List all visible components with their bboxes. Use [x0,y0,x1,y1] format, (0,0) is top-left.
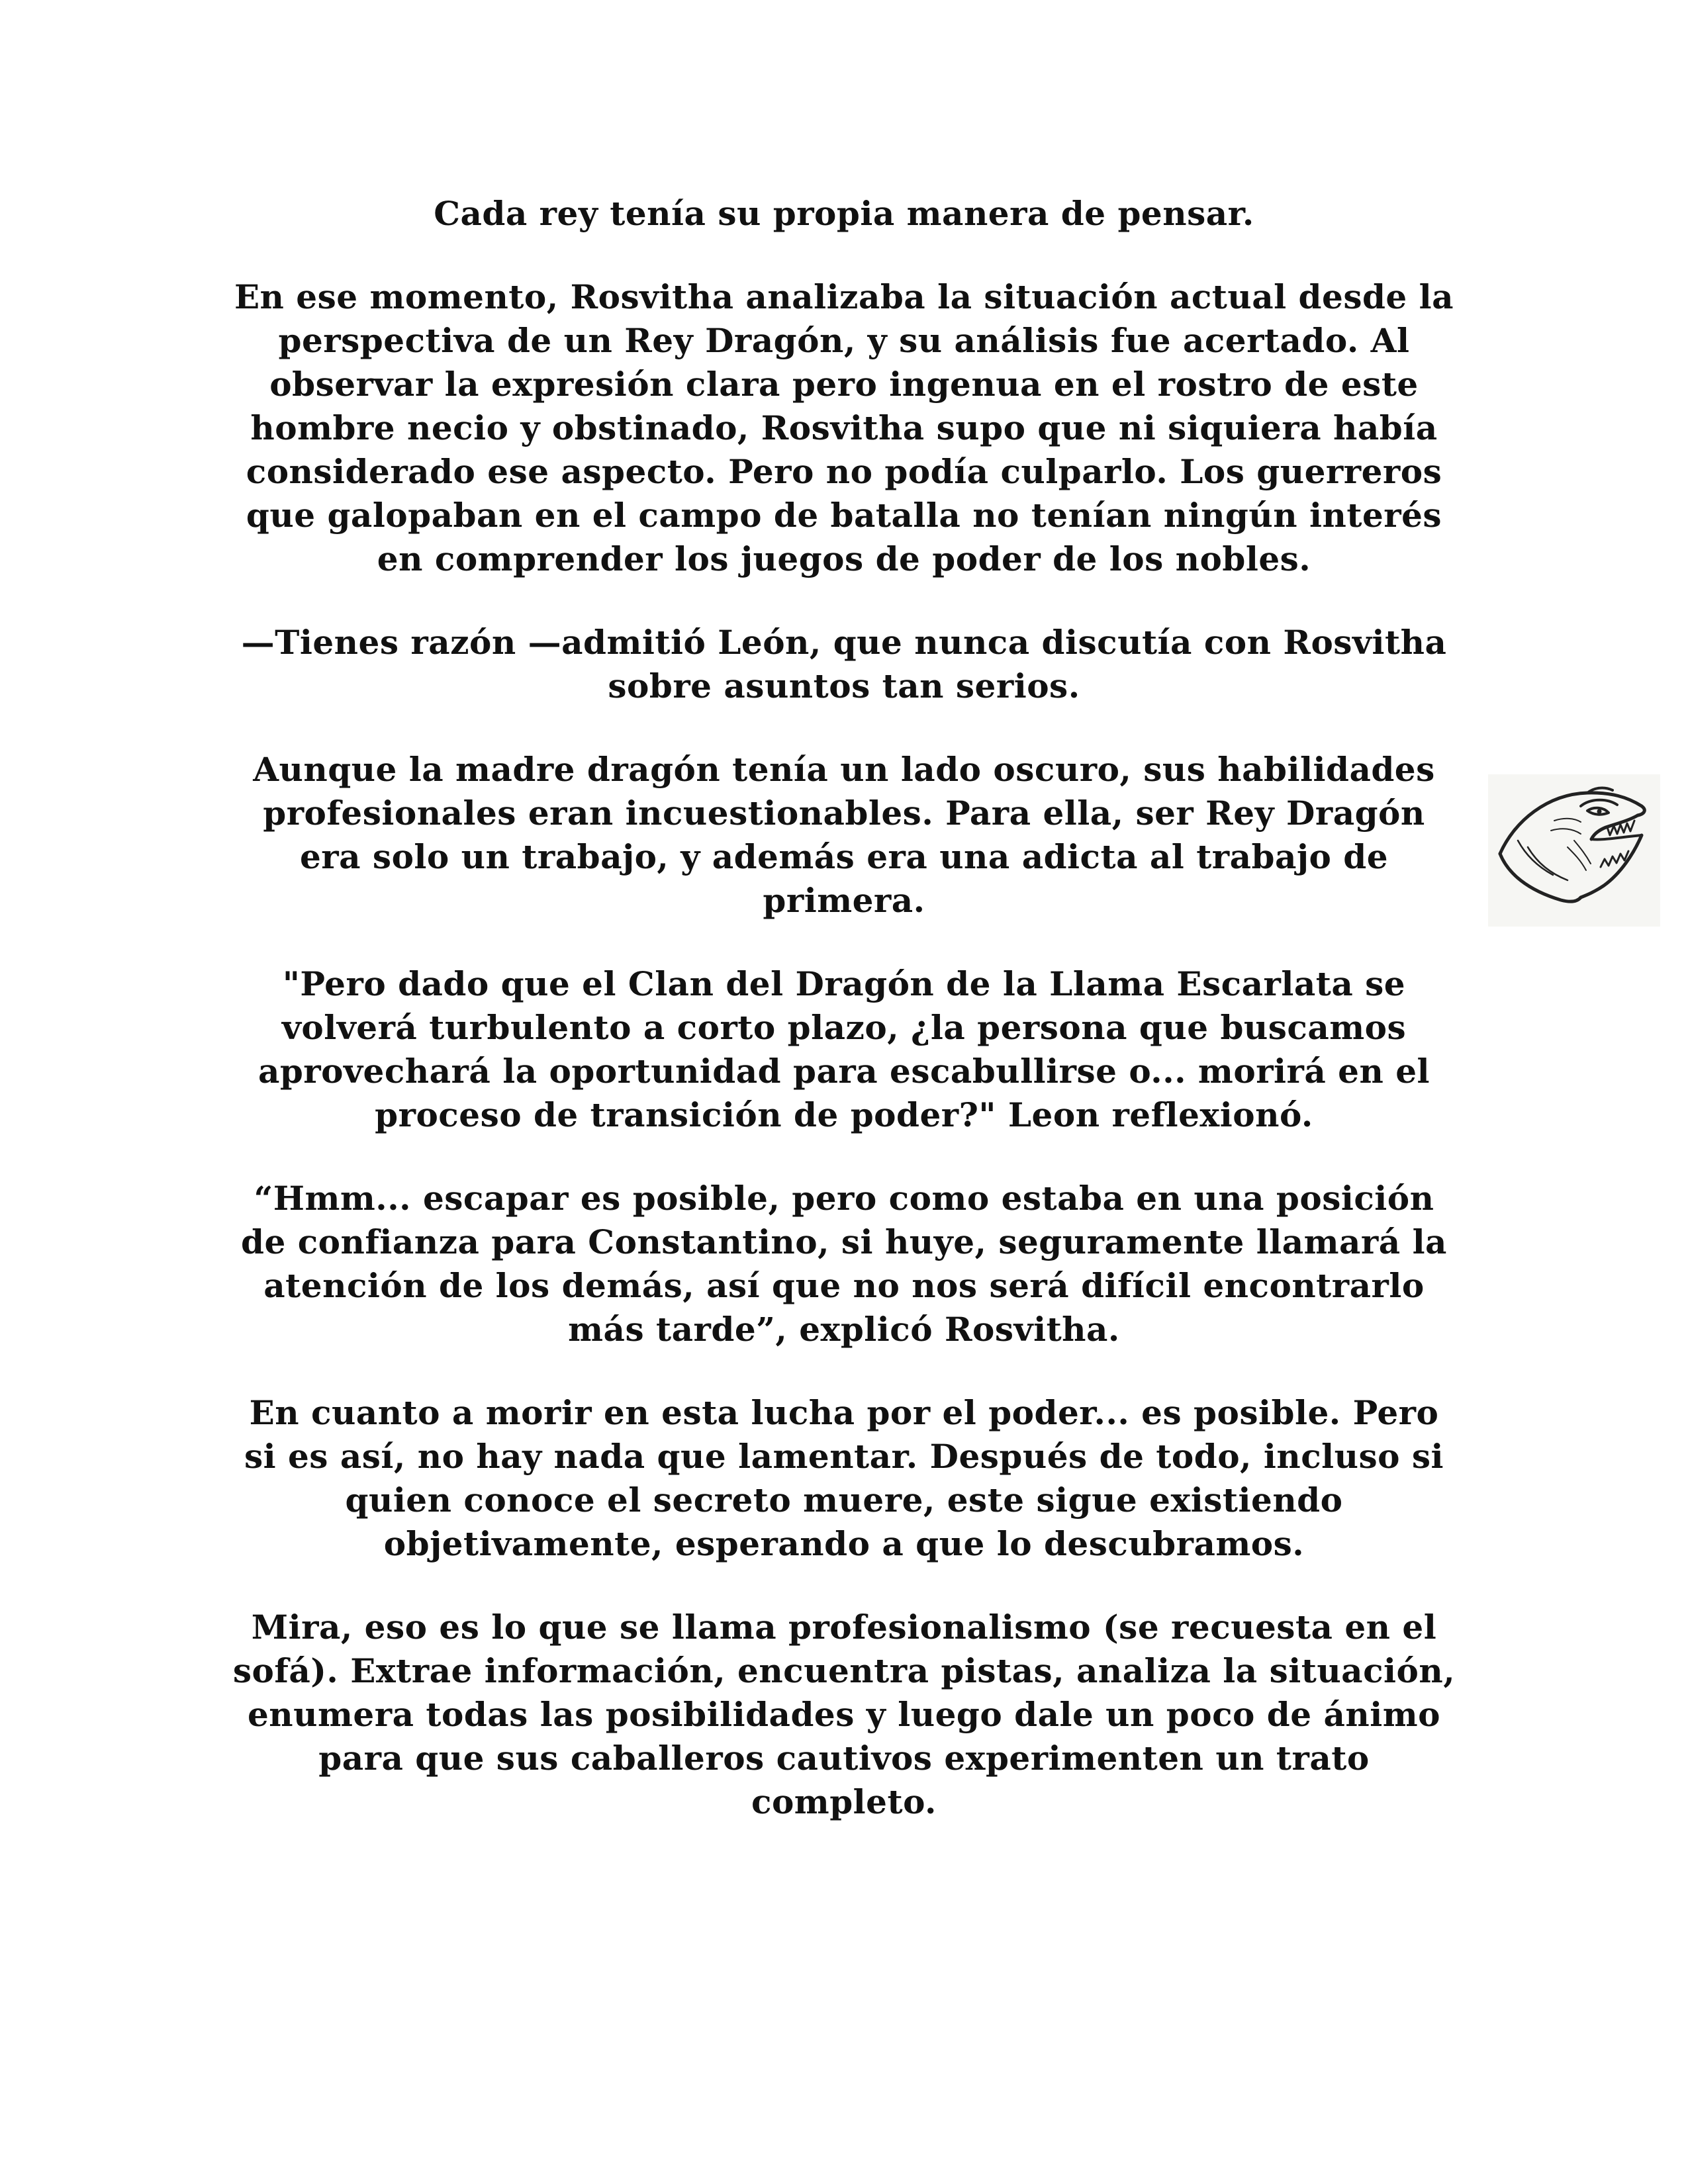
paragraph-2: En ese momento, Rosvitha analizaba la situación actual desde la perspectiva de un Rey Dragón, y su análisis fue acertado. Al observar la expresión clara pero ingenua en el rostro de este hombre necio y obstinado, Rosvitha supo que ni siquiera había considerado ese aspecto. Pero no podía culparlo. Los guerreros que galopaban en el campo de batalla no tenían ningún interés en comprender los juegos de poder de los nobles. [234,277,1454,578]
paragraph-1: Cada rey tenía su propia manera de pensar. [434,194,1254,233]
document-body [228,192,1460,1864]
paragraph-7: En cuanto a morir en esta lucha por el poder... es posible. Pero si es así, no hay nada que lamentar. Después de todo, incluso si quien conoce el secreto muere, este sigue existiendo objetivamente, esperando a que lo descubramos. [244,1393,1444,1563]
paragraph-5: "Pero dado que el Clan del Dragón de la Llama Escarlata se volverá turbulento a corto plazo, ¿la persona que buscamos aprovechará la oportunidad para escabullirse o... morirá en el proceso de transición de poder?" Leon reflexionó. [258,964,1430,1134]
paragraph-4: Aunque la madre dragón tenía un lado oscuro, sus habilidades profesionales eran incuestionables. Para ella, ser Rey Dragón era solo un trabajo, y además era una adicta al trabajo de primera. [253,750,1435,920]
dragon-head-icon [1488,774,1660,927]
paragraph-3: —Tienes razón —admitió León, que nunca discutía con Rosvitha sobre asuntos tan serios. [241,623,1447,705]
paragraph-8: Mira, eso es lo que se llama profesionalismo (se recuesta en el sofá). Extrae información, encuentra pistas, analiza la situación, enumera todas las posibilidades y luego dale un poco de ánimo para que sus caballeros cautivos experimenten un trato completo. [232,1608,1456,1821]
paragraph-6: “Hmm... escapar es posible, pero como estaba en una posición de confianza para Constantino, si huye, seguramente llamará la atención de los demás, así que no nos será difícil encontrarlo más tarde”, explicó Rosvitha. [241,1179,1447,1349]
